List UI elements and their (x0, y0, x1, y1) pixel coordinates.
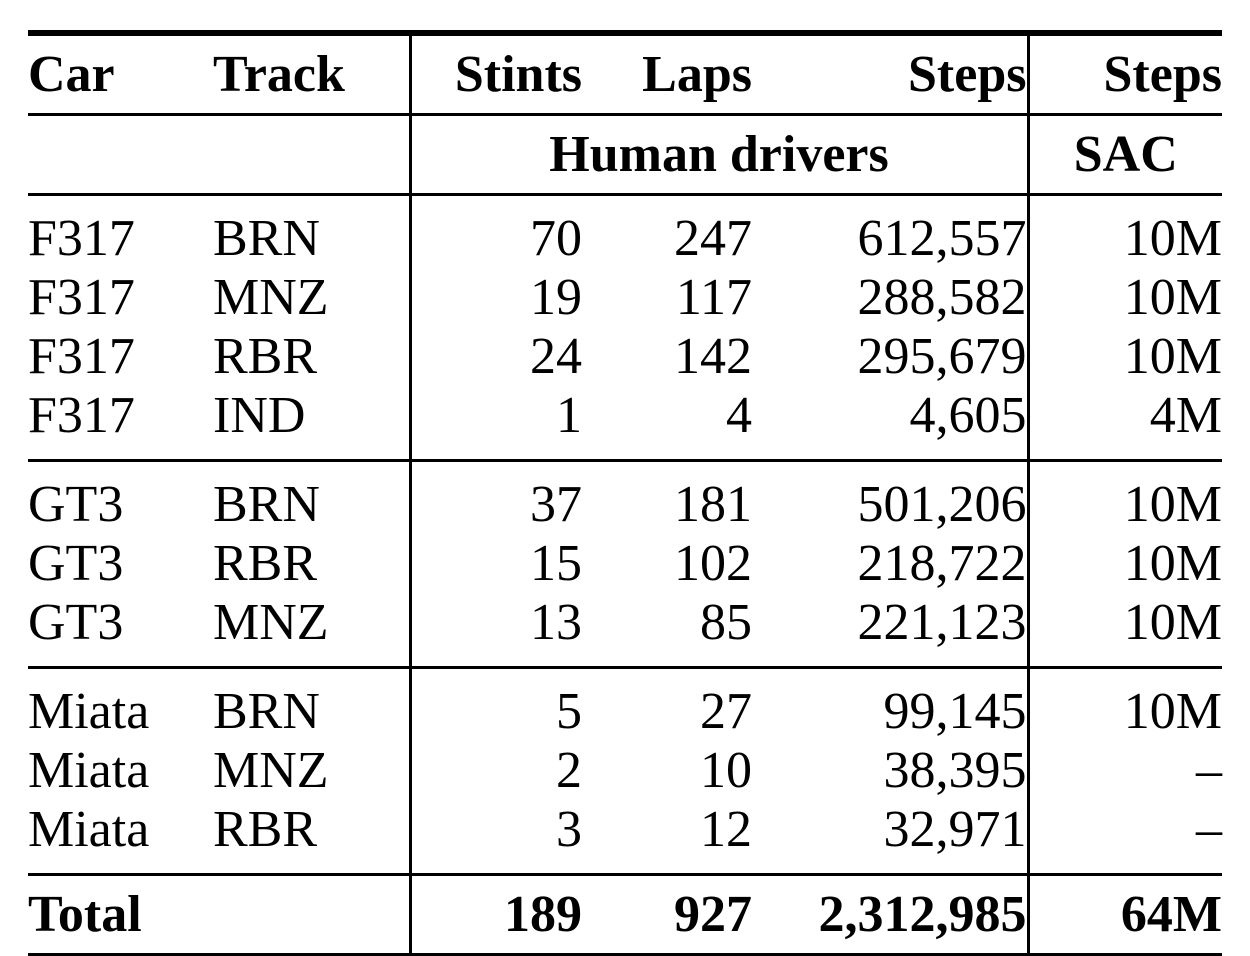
total-section (28, 875, 1222, 956)
col-header-car: Car (28, 33, 213, 115)
table-row (28, 195, 1222, 269)
table-row (28, 268, 1222, 327)
steps-cell: 38,395 (883, 742, 1027, 799)
car-cell: GT3 (28, 535, 124, 592)
steps-cell: 221,123 (857, 594, 1027, 651)
laps-cell: 117 (675, 269, 752, 326)
total-steps-cell: 2,312,985 (752, 875, 1028, 956)
laps-cell: 247 (674, 210, 752, 267)
laps-cell: 27 (700, 683, 752, 740)
steps-cell: 501,206 (857, 476, 1027, 533)
subheader-row (28, 115, 1222, 195)
track-cell: MNZ (213, 742, 329, 799)
steps-cell: 612,557 (857, 210, 1027, 267)
steps-cell: 32,971 (883, 801, 1027, 858)
steps-cell: 295,679 (857, 328, 1027, 385)
sac-cell: – (1028, 741, 1222, 800)
total-sac-cell: 64M (1028, 875, 1222, 956)
track-cell: BRN (213, 683, 320, 740)
track-cell: IND (213, 387, 306, 444)
car-cell: Miata (28, 801, 150, 858)
sac-cell: 10M (1028, 534, 1222, 593)
total-stints-cell: 189 (410, 875, 582, 956)
table-row (28, 327, 1222, 386)
laps-cell: 85 (700, 594, 752, 651)
group-miata (28, 668, 1222, 875)
col-header-track: Track (213, 33, 410, 115)
table-row (28, 386, 1222, 461)
car-cell: F317 (28, 210, 135, 267)
sac-cell: 10M (1028, 195, 1222, 269)
laps-cell: 4 (726, 387, 752, 444)
sac-cell: 10M (1028, 668, 1222, 742)
laps-cell: 102 (674, 535, 752, 592)
total-track-cell (213, 875, 410, 956)
sac-cell: 4M (1028, 386, 1222, 461)
steps-cell: 4,605 (909, 387, 1027, 444)
table-header (28, 33, 1222, 195)
track-cell: RBR (213, 328, 318, 385)
car-cell: GT3 (28, 476, 124, 533)
col-header-steps: Steps (752, 33, 1028, 115)
table-row (28, 800, 1222, 875)
steps-cell: 288,582 (857, 269, 1027, 326)
sac-cell: 10M (1028, 461, 1222, 535)
car-cell: F317 (28, 328, 135, 385)
laps-cell: 142 (674, 328, 752, 385)
data-table (28, 30, 1222, 956)
car-cell: F317 (28, 387, 135, 444)
sac-cell: 10M (1028, 593, 1222, 668)
stints-cell: 15 (410, 534, 582, 593)
steps-cell: 99,145 (883, 683, 1027, 740)
track-cell: MNZ (213, 594, 329, 651)
table-row (28, 461, 1222, 535)
table-row (28, 668, 1222, 742)
track-cell: BRN (213, 476, 320, 533)
stints-cell: 2 (410, 741, 582, 800)
stints-cell: 24 (410, 327, 582, 386)
group-gt3 (28, 461, 1222, 668)
sac-cell: 10M (1028, 268, 1222, 327)
col-header-stints: Stints (410, 33, 582, 115)
track-cell: BRN (213, 210, 320, 267)
total-laps-cell: 927 (582, 875, 752, 956)
sac-cell: 10M (1028, 327, 1222, 386)
table-row (28, 741, 1222, 800)
car-cell: F317 (28, 269, 135, 326)
total-row (28, 875, 1222, 956)
table-row (28, 534, 1222, 593)
subheader-sac: SAC (1028, 115, 1222, 195)
stints-cell: 5 (410, 668, 582, 742)
total-label-cell: Total (28, 875, 213, 956)
steps-cell: 218,722 (857, 535, 1027, 592)
subheader-human-drivers: Human drivers (410, 115, 1028, 195)
laps-cell: 10 (700, 742, 752, 799)
track-cell: RBR (213, 801, 318, 858)
stints-cell: 70 (410, 195, 582, 269)
header-row (28, 33, 1222, 115)
stints-cell: 13 (410, 593, 582, 668)
track-cell: RBR (213, 535, 318, 592)
col-header-steps-sac: Steps (1028, 33, 1222, 115)
track-cell: MNZ (213, 269, 329, 326)
stints-cell: 19 (410, 268, 582, 327)
car-cell: Miata (28, 742, 150, 799)
laps-cell: 12 (700, 801, 752, 858)
laps-cell: 181 (674, 476, 752, 533)
car-cell: Miata (28, 683, 150, 740)
stints-cell: 1 (410, 386, 582, 461)
stints-cell: 3 (410, 800, 582, 875)
group-f317 (28, 195, 1222, 461)
stints-cell: 37 (410, 461, 582, 535)
col-header-laps: Laps (582, 33, 752, 115)
subheader-spacer (28, 115, 410, 195)
table-row (28, 593, 1222, 668)
car-cell: GT3 (28, 594, 124, 651)
sac-cell: – (1028, 800, 1222, 875)
